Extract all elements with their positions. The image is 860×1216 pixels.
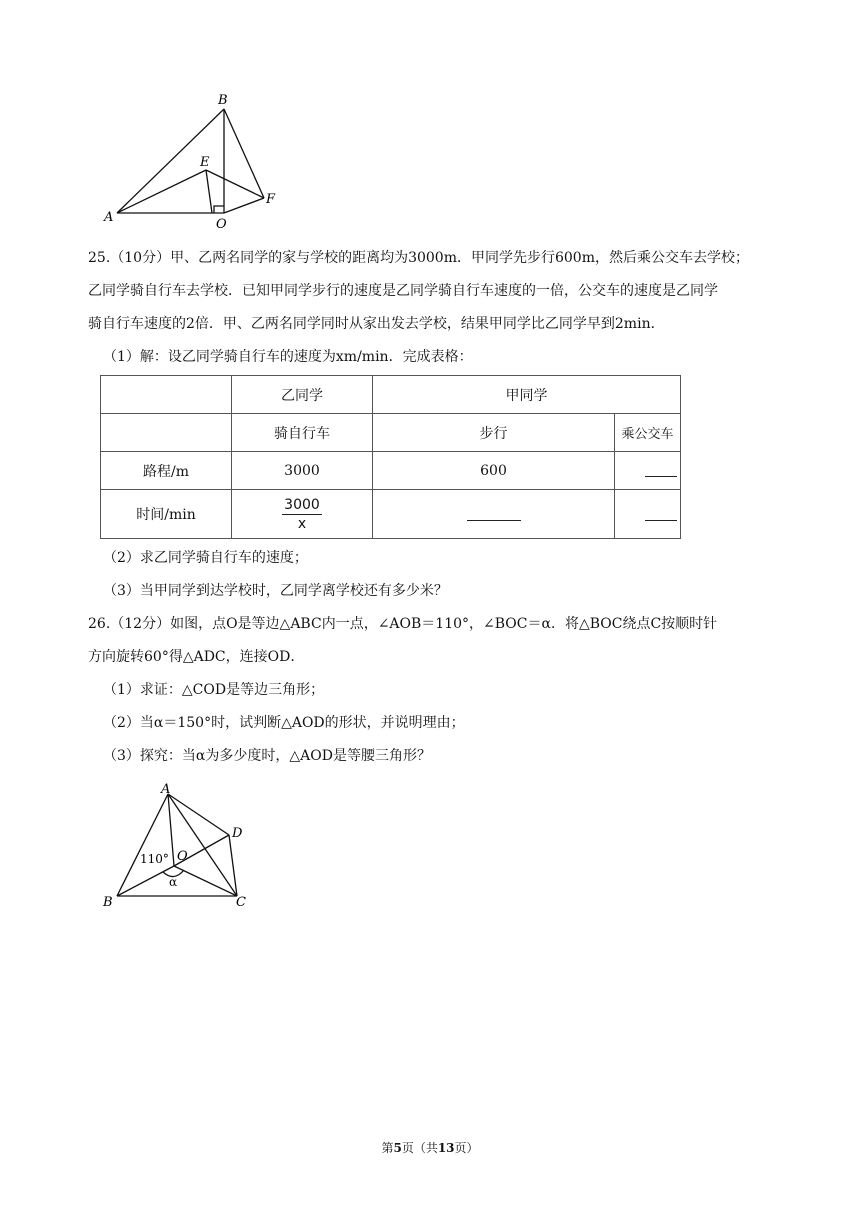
figure-equilateral-abc	[98, 778, 258, 913]
table-header-row-1	[101, 376, 681, 414]
fraction-denominator: x	[297, 515, 307, 532]
answer-blank	[467, 506, 521, 521]
cell-bike-distance: 3000	[232, 452, 373, 490]
answer-blank	[645, 506, 677, 521]
q25-part3: （3）当甲同学到达学校时，乙同学离学校还有多少米？	[103, 583, 448, 599]
fig1-label-e: E	[200, 155, 210, 170]
cell-walk-time-blank	[373, 490, 615, 539]
q25-line3: 骑自行车速度的2倍．甲、乙两名同学同时从家出发去学校，结果甲同学比乙同学早到2min．	[88, 316, 665, 332]
cell-bike-time	[232, 490, 373, 539]
fig2-label-alpha: α	[169, 875, 178, 889]
table-row-distance	[101, 452, 681, 490]
answer-blank	[645, 462, 677, 477]
table-header-bus: 乘公交车	[615, 414, 681, 452]
q26-line1: 26.（12分）如图，点O是等边△ABC内一点，∠AOB＝110°，∠BOC＝α．将△BOC绕点C按顺时针	[88, 616, 718, 632]
fig1-label-f: F	[266, 192, 276, 207]
fig2-label-c: C	[236, 895, 246, 910]
figure-triangle-abf	[95, 88, 295, 233]
fraction	[282, 496, 322, 533]
table-cell-empty	[101, 376, 232, 414]
footer-suffix: 页）	[454, 1141, 479, 1155]
q25-table	[100, 375, 681, 539]
q26-part1: （1）求证：△COD是等边三角形；	[103, 682, 325, 698]
fig1-label-a: A	[104, 210, 114, 225]
footer-prefix: 第	[381, 1141, 394, 1155]
cell-bus-time-blank	[615, 490, 681, 539]
table-header-bike: 骑自行车	[232, 414, 373, 452]
row-label-distance: 路程/m	[101, 452, 232, 490]
fig2-label-d: D	[232, 826, 243, 841]
row-label-time: 时间/min	[101, 490, 232, 539]
q25-line2: 乙同学骑自行车去学校．已知甲同学步行的速度是乙同学骑自行车速度的一倍，公交车的速度是乙同学	[88, 283, 718, 299]
fig2-label-b: B	[103, 895, 113, 910]
q26-part2: （2）当α＝150°时，试判断△AOD的形状，并说明理由；	[103, 715, 465, 731]
footer-mid: 页（共	[401, 1141, 438, 1155]
q26-line2: 方向旋转60°得△ADC，连接OD．	[88, 649, 305, 665]
fig1-label-o: O	[216, 217, 227, 232]
table-header-yi: 乙同学	[232, 376, 373, 414]
table-header-jia: 甲同学	[373, 376, 681, 414]
table-row-time	[101, 490, 681, 539]
fig2-label-angle: 110°	[140, 852, 169, 866]
table-header-row-2	[101, 414, 681, 452]
page-footer	[0, 1139, 860, 1156]
footer-total-pages: 13	[437, 1141, 455, 1155]
cell-walk-distance: 600	[373, 452, 615, 490]
q25-line1: 25.（10分）甲、乙两名同学的家与学校的距离均为3000m．甲同学先步行600m，然后乘公交车去学校；	[88, 250, 749, 266]
q26-part3: （3）探究：当α为多少度时，△AOD是等腰三角形？	[103, 748, 431, 764]
table-cell-empty	[101, 414, 232, 452]
fig1-label-b: B	[218, 93, 228, 108]
q25-part2: （2）求乙同学骑自行车的速度；	[103, 550, 308, 566]
footer-page-number: 5	[393, 1141, 402, 1155]
fig2-label-o: O	[177, 849, 188, 864]
cell-bus-distance-blank	[615, 452, 681, 490]
table-header-walk: 步行	[373, 414, 615, 452]
fig2-label-a: A	[161, 782, 171, 797]
fraction-numerator: 3000	[284, 496, 320, 513]
q25-part1: （1）解：设乙同学骑自行车的速度为xm/min．完成表格：	[103, 349, 473, 365]
